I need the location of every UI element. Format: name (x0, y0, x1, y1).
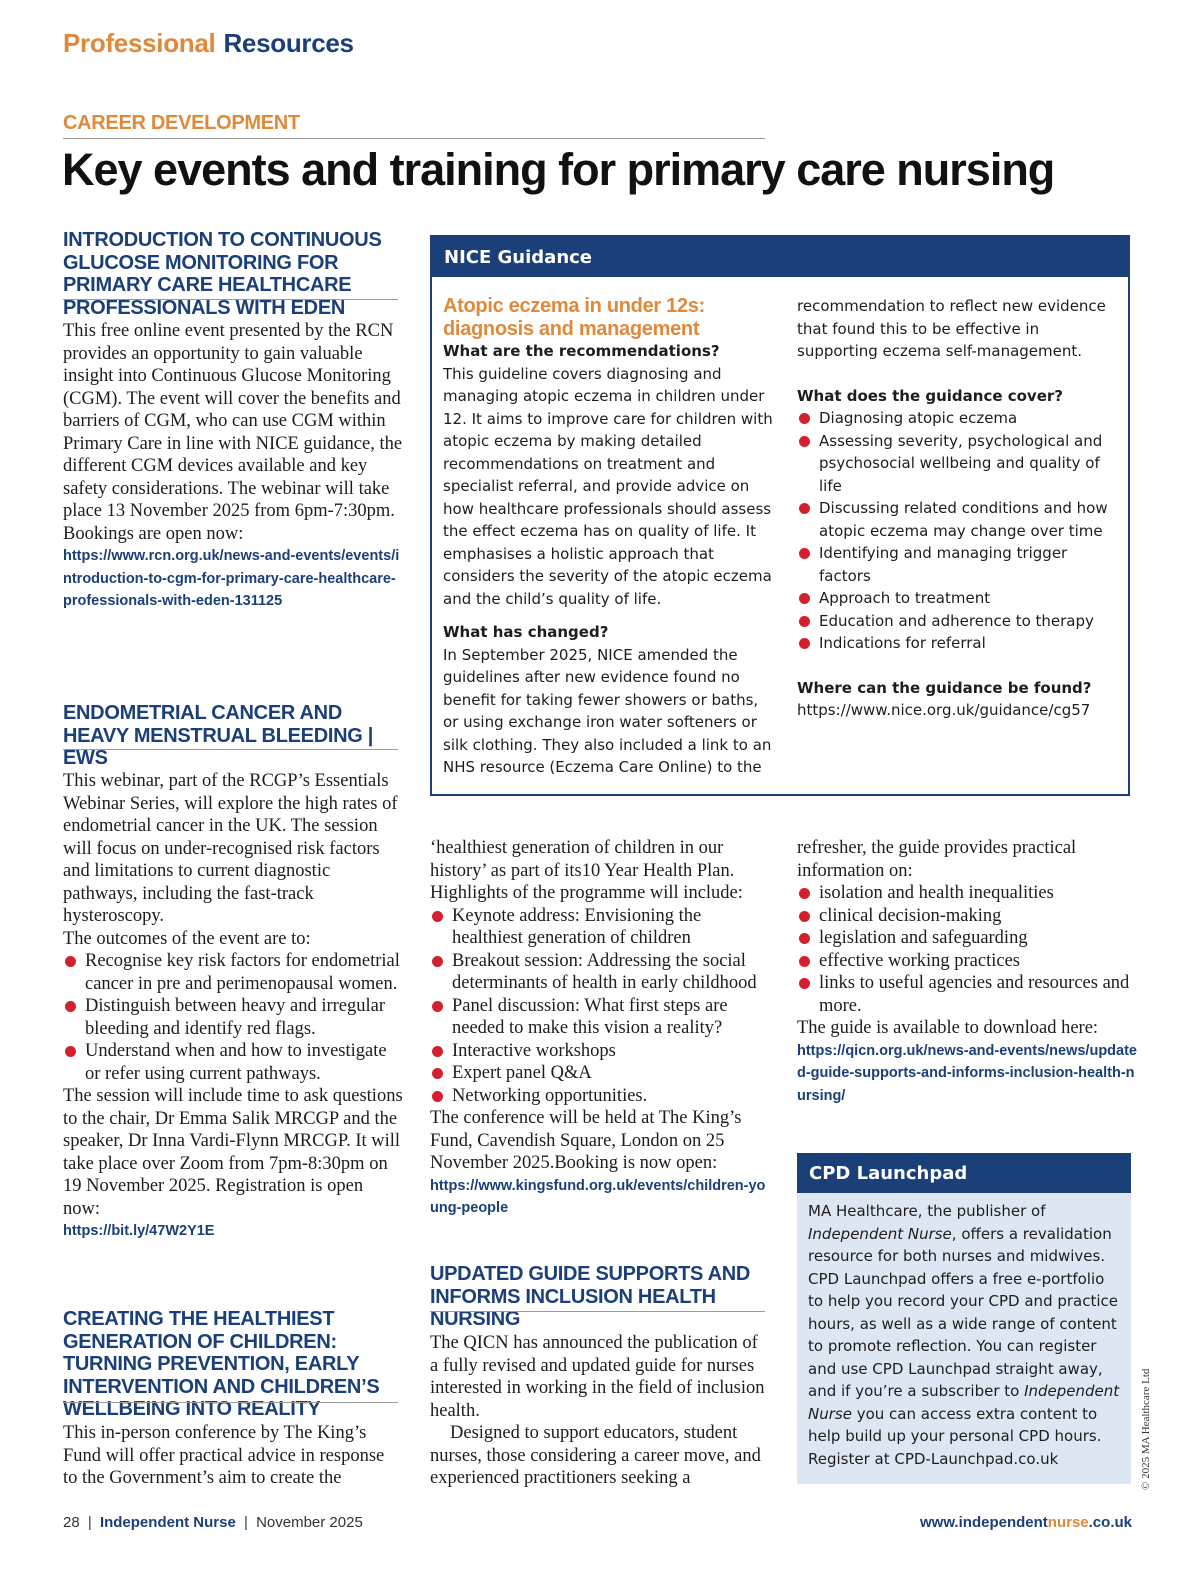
article-paragraph: ‘healthiest generation of children in our history’ as part of its10 Year Health Plan. (430, 838, 735, 881)
section-label: CAREER DEVELOPMENT (63, 112, 300, 134)
answer-text: This guideline covers diagnosing and managing atopic eczema in children under 12. It aims to improve care for children with atopic eczema by making detailed recommendations on treatment and specialist referral, and provide advice on how healthcare professionals should assess the effect eczema has on quality of life. It emphasises a holistic approach that considers the severity of the atopic eczema and the child’s quality of life. (443, 364, 773, 608)
bullet-icon (432, 956, 443, 967)
question-heading: What has changed? (443, 623, 609, 641)
list-item: Understand when and how to investigate or refer using current pathways. (63, 1040, 403, 1085)
guidance-title: Atopic eczema in under 12s: diagnosis and management (443, 295, 705, 340)
nice-col-left (443, 295, 773, 779)
article-paragraph: The QICN has announced the publication of a fully revised and updated guide for nurses interested in working in the field of inclusion health. (430, 1333, 765, 1421)
guidance-url[interactable]: https://www.nice.org.uk/guidance/cg57 (797, 701, 1091, 719)
article-link[interactable]: https://www.rcn.org.uk/news-and-events/events/introduction-to-cgm-for-primary-care-healthcare-professionals-with-eden-131125 (63, 548, 400, 609)
question-heading: What does the guidance cover? (797, 386, 1063, 405)
box-header: NICE Guidance (432, 237, 1128, 277)
article-body (63, 320, 403, 613)
list-item: Interactive workshops (430, 1040, 770, 1063)
bullet-icon (65, 956, 76, 967)
article-paragraph: This free online event presented by the RCN provides an opportunity to gain valuable insight into Continuous Glucose Monitoring (CGM). The event will cover the benefits and barriers of CGM, who can use CGM within Primary Care in line with NICE guidance, the different CGM devices available and key safety considerations. The webinar will take place 13 November 2025 from 6pm-7:30pm. Bookings are open now: (63, 321, 403, 544)
divider (63, 138, 765, 139)
article-paragraph: This in-person conference by The King’s Fund will offer practical advice in response to the Government’s aim to create the (63, 1423, 385, 1488)
cpd-text: MA Healthcare, the publisher of Independent Nurse, offers a revalidation resource for both nurses and midwives. CPD Launchpad offers a free e-portfolio to help you record your CPD and practice hours, as well as a wide range of content to promote reflection. You can register and use CPD Launchpad straight away, and if you’re a subscriber to Independent Nurse you can access extra content to help build up your personal CPD hours. Register at CPD-Launchpad.co.uk (808, 1202, 1120, 1468)
article-paragraph: The guide is available to download here: (797, 1018, 1099, 1038)
divider (63, 1402, 398, 1403)
article-title: ENDOMETRIAL CANCER AND HEAVY MENSTRUAL BLEEDING | EWS (63, 702, 374, 769)
footer-separator: | (243, 1514, 248, 1531)
bullet-icon (799, 593, 810, 604)
bullet-icon (799, 933, 810, 944)
topics-list (797, 882, 1137, 1017)
cover-list (797, 407, 1122, 655)
article-body (63, 770, 403, 1243)
nice-guidance-box (430, 235, 1130, 796)
bullet-icon (799, 413, 810, 424)
article-paragraph: Designed to support educators, student nurses, those considering a career move, and experienced practitioners seeking a (430, 1423, 761, 1488)
bullet-icon (799, 911, 810, 922)
list-item: Panel discussion: What first steps are needed to make this vision a reality? (430, 995, 770, 1040)
list-item: effective working practices (797, 950, 1137, 973)
article-link[interactable]: https://bit.ly/47W2Y1E (63, 1223, 215, 1239)
list-item: Breakout session: Addressing the social determinants of health in early childhood (430, 950, 770, 995)
highlights-label: Highlights of the programme will include: (430, 883, 743, 903)
article-paragraph: The session will include time to ask questions to the chair, Dr Emma Salik MRCGP and the speaker, Dr Inna Vardi-Flynn MRCGP. It will take place over Zoom from 7pm-8:30pm on 19 November 2025. Registration is open now: (63, 1086, 403, 1219)
header-professional: Professional (63, 28, 216, 58)
footer-left (63, 1514, 363, 1531)
website-link[interactable]: www.independentnurse.co.uk (919, 1514, 1132, 1531)
box-header: CPD Launchpad (797, 1153, 1131, 1193)
page-title: Key events and training for primary care nursing (62, 144, 1055, 195)
magazine-name: Independent Nurse (808, 1382, 1120, 1423)
list-item: Expert panel Q&A (430, 1062, 770, 1085)
list-item: links to useful agencies and resources and more. (797, 972, 1137, 1017)
copyright-notice: © 2025 MA Healthcare Ltd (1140, 1368, 1152, 1490)
outcomes-list (63, 950, 403, 1085)
article-title: CREATING THE HEALTHIEST GENERATION OF CHILDREN: TURNING PREVENTION, EARLY INTERVENTION AND CHILDREN’S WELLBEING INTO REALITY (63, 1308, 380, 1420)
bullet-icon (799, 956, 810, 967)
divider (63, 299, 398, 300)
bullet-icon (799, 978, 810, 989)
nice-col-right (797, 295, 1122, 722)
magazine-title: Independent Nurse (99, 1514, 236, 1531)
list-item: Diagnosing atopic eczema (797, 407, 1122, 430)
list-item: Keynote address: Envisioning the healthiest generation of children (430, 905, 770, 950)
bullet-icon (799, 616, 810, 627)
footer-separator: | (87, 1514, 92, 1531)
article-body (430, 1332, 770, 1490)
bullet-icon (799, 436, 810, 447)
bullet-icon (65, 1046, 76, 1057)
answer-text: recommendation to reflect new evidence that found this to be effective in supporting eczema self-management. (797, 297, 1106, 360)
bullet-icon (799, 888, 810, 899)
article-title: INTRODUCTION TO CONTINUOUS GLUCOSE MONITORING FOR PRIMARY CARE HEALTHCARE PROFESSIONALS WITH EDEN (63, 229, 382, 319)
answer-text: In September 2025, NICE amended the guidelines after new evidence found no benefit for taking fewer showers or baths, or using exchange iron water softeners or silk clothing. They also included a link to an NHS resource (Eczema Care Online) to the (443, 645, 772, 776)
bullet-icon (65, 1001, 76, 1012)
divider (430, 1311, 765, 1312)
list-item: Recognise key risk factors for endometrial cancer in pre and perimenopausal women. (63, 950, 403, 995)
article-cgm (63, 229, 399, 319)
list-item: Education and adherence to therapy (797, 610, 1122, 633)
bullet-icon (432, 911, 443, 922)
bullet-icon (799, 503, 810, 514)
header-resources: Resources (223, 28, 354, 58)
list-item: isolation and health inequalities (797, 882, 1137, 905)
question-heading: What are the recommendations? (443, 342, 720, 360)
article-continuation (797, 837, 1137, 1107)
page-number: 28 (63, 1514, 80, 1531)
outcomes-label: The outcomes of the event are to: (63, 928, 311, 949)
bullet-icon (799, 638, 810, 649)
article-body (63, 1422, 403, 1490)
list-item: Indications for referral (797, 632, 1122, 655)
issue-date: November 2025 (256, 1514, 363, 1531)
list-item: Discussing related conditions and how atopic eczema may change over time (797, 497, 1122, 542)
article-healthiest-generation (63, 1308, 399, 1421)
article-link[interactable]: https://www.kingsfund.org.uk/events/children-young-people (430, 1177, 766, 1216)
list-item: Networking opportunities. (430, 1085, 770, 1108)
article-paragraph: This webinar, part of the RCGP’s Essentials Webinar Series, will explore the high rates of endometrial cancer in the UK. The session will focus on under-recognised risk factors and limitations to current diagnostic pathways, including the fast-track hysteroscopy. (63, 771, 398, 926)
article-link[interactable]: https://qicn.org.uk/news-and-events/news/updated-guide-supports-and-informs-inclusion-health-nursing/ (797, 1042, 1137, 1104)
question-heading: Where can the guidance be found? (797, 678, 1092, 697)
article-endometrial (63, 702, 399, 770)
list-item: Approach to treatment (797, 587, 1122, 610)
bullet-icon (432, 1046, 443, 1057)
list-item: Identifying and managing trigger factors (797, 542, 1122, 587)
article-paragraph: The conference will be held at The King’s Fund, Cavendish Square, London on 25 November 2025.Booking is now open: (430, 1108, 742, 1173)
list-item: clinical decision-making (797, 905, 1137, 928)
highlights-list (430, 905, 770, 1108)
article-inclusion-health (430, 1263, 770, 1331)
bullet-icon (432, 1091, 443, 1102)
list-item: legislation and safeguarding (797, 927, 1137, 950)
bullet-icon (432, 1001, 443, 1012)
article-title: UPDATED GUIDE SUPPORTS AND INFORMS INCLUSION HEALTH NURSING (430, 1263, 751, 1330)
bullet-icon (799, 548, 810, 559)
magazine-name: Independent Nurse (808, 1224, 952, 1243)
article-paragraph: refresher, the guide provides practical information on: (797, 838, 1077, 881)
cpd-launchpad-box (797, 1153, 1131, 1484)
list-item: Distinguish between heavy and irregular bleeding and identify red flags. (63, 995, 403, 1040)
section-header (63, 28, 354, 59)
bullet-icon (432, 1068, 443, 1079)
list-item: Assessing severity, psychological and psychosocial wellbeing and quality of life (797, 430, 1122, 498)
divider (63, 749, 398, 750)
article-continuation (430, 837, 770, 1220)
